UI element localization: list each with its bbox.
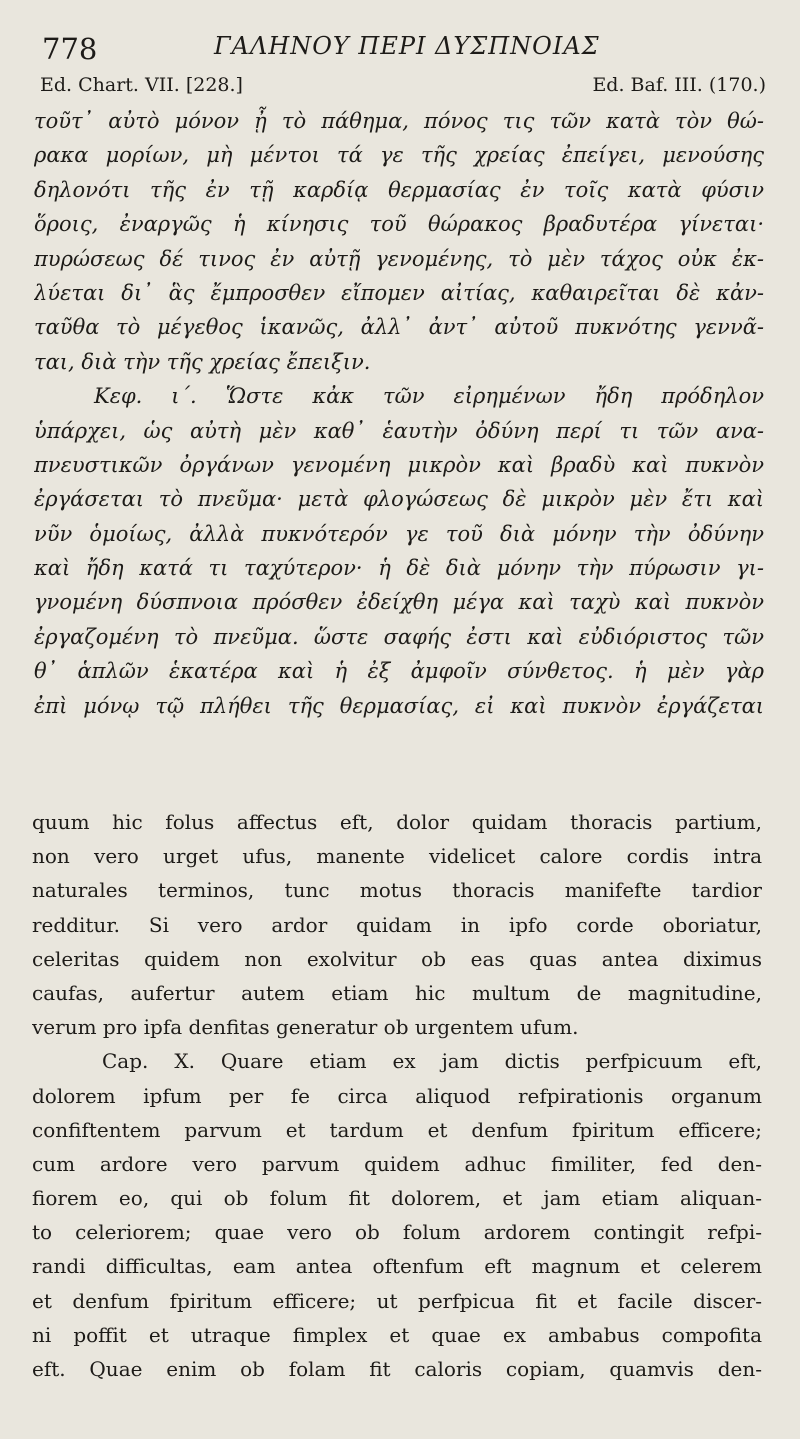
- greek-line: πνευστικῶν ὀργάνων γενομένη μικρὸν καὶ βραδὺ καὶ πυκνὸν: [34, 452, 764, 477]
- greek-line: ὑπάρχει, ὡς αὐτὴ μὲν καθ᾽ ἑαυτὴν ὀδύνη περί τι τῶν ανα-: [34, 418, 764, 443]
- edition-chartier: Ed. Chart. VII. [228.]: [40, 74, 243, 96]
- greek-line: ταῦθα τὸ μέγεθος ἱκανῶς, ἀλλ᾽ ἀντ᾽ αὐτοῦ πυκνότης γεννᾶ-: [34, 315, 764, 340]
- latin-line: confiftentem parvum et tardum et denfum fpiritum efficere;: [32, 1117, 762, 1142]
- latin-line: to celeriorem; quae vero ob folum ardorem contingit refpi-: [32, 1220, 762, 1245]
- latin-text-block: [32, 805, 762, 1386]
- greek-line: ρακα μορίων, μὴ μέντοι τά γε τῆς χρείας ἐπείγει, μενούσης: [34, 143, 764, 168]
- greek-line: πυρώσεως δέ τινος ἐν αὐτῇ γενομένης, τὸ μὲν τάχος οὐκ ἐκ-: [34, 246, 764, 271]
- latin-chapter-heading-line: Cap. X. Quare etiam ex jam dictis perfpicuum eft,: [102, 1049, 762, 1074]
- latin-line: verum pro ipfa denfitas generatur ob urgentem ufum.: [32, 1015, 579, 1040]
- greek-line: ὅροις, ἐναργῶς ἡ κίνησις τοῦ θώρακος βραδυτέρα γίνεται·: [34, 212, 764, 237]
- latin-line: dolorem ipfum per fe circa aliquod refpirationis organum: [32, 1083, 762, 1108]
- edition-references: [34, 74, 766, 102]
- latin-line: fiorem eo, qui ob folum fit dolorem, et jam etiam aliquan-: [32, 1186, 762, 1211]
- latin-line: eft. Quae enim ob folam fit caloris copiam, quamvis den-: [32, 1357, 762, 1381]
- latin-line: randi difficultas, eam antea oftenfum eft magnum et celerem: [32, 1254, 762, 1279]
- greek-line: ἐπὶ μόνῳ τῷ πλήθει τῆς θερμασίας, εἰ καὶ πυκνὸν ἐργάζεται: [34, 693, 764, 718]
- latin-line: celeritas quidem non exolvitur ob eas quas antea diximus: [32, 946, 762, 971]
- greek-text-block: [34, 104, 764, 723]
- greek-line: νῦν ὁμοίως, ἀλλὰ πυκνότερόν γε τοῦ διὰ μόνην τὴν ὀδύνην: [34, 521, 764, 546]
- greek-line: καὶ ἤδη κατά τι ταχύτερον· ἡ δὲ διὰ μόνην τὴν πύρωσιν γι-: [34, 556, 764, 581]
- page-number: 778: [42, 32, 98, 66]
- latin-line: caufas, aufertur autem etiam hic multum de magnitudine,: [32, 980, 762, 1005]
- greek-line: θ᾽ ἁπλῶν ἑκατέρα καὶ ἡ ἐξ ἀμφοῖν σύνθετος. ἡ μὲν γὰρ: [34, 659, 764, 684]
- latin-line: et denfum fpiritum efficere; ut perfpicua fit et facile discer-: [32, 1288, 762, 1313]
- greek-line: ἐργαζομένη τὸ πνεῦμα. ὥστε σαφής ἐστι καὶ εὐδιόριστος τῶν: [34, 624, 764, 649]
- latin-line: redditur. Si vero ardor quidam in ipfo corde oboriatur,: [32, 912, 762, 937]
- greek-line: ται, διὰ τὴν τῆς χρείας ἔπειξιν.: [34, 349, 371, 374]
- greek-line: ἐργάσεται τὸ πνεῦμα· μετὰ φλογώσεως δὲ μικρὸν μὲν ἔτι καὶ: [34, 487, 764, 512]
- greek-line: τοῦτ᾽ αὐτὸ μόνον ᾖ τὸ πάθημα, πόνος τις τῶν κατὰ τὸν θώ-: [34, 109, 764, 133]
- running-title: ΓΑΛΗΝΟΥ ΠΕΡΙ ΔΥΣΠΝΟΙΑΣ: [214, 32, 600, 60]
- latin-line: naturales terminos, tunc motus thoracis manifefte tardior: [32, 878, 762, 903]
- latin-line: non vero urget ufus, manente videlicet calore cordis intra: [32, 844, 762, 869]
- greek-line: γνομένη δύσπνοια πρόσθεν ἐδείχθη μέγα καὶ ταχὺ καὶ πυκνὸν: [34, 590, 764, 615]
- latin-line: cum ardore vero parvum quidem adhuc fimiliter, fed den-: [32, 1151, 762, 1176]
- greek-line: δηλονότι τῆς ἐν τῇ καρδίᾳ θερμασίας ἐν τοῖς κατὰ φύσιν: [34, 177, 764, 202]
- edition-basel: Ed. Baf. III. (170.): [592, 74, 766, 96]
- latin-line: quum hic folus affectus eft, dolor quidam thoracis partium,: [32, 810, 762, 834]
- latin-line: ni poffit et utraque fimplex et quae ex ambabus compofita: [32, 1322, 762, 1347]
- greek-line: λύεται δι᾽ ἃς ἔμπροσθεν εἴπομεν αἰτίας, καθαιρεῖται δὲ κἀν-: [34, 280, 764, 305]
- page-header: [34, 26, 766, 66]
- greek-chapter-heading-line: Κεφ. ι΄. Ὥστε κἀκ τῶν εἰρημένων ἤδη πρόδηλον: [94, 384, 764, 409]
